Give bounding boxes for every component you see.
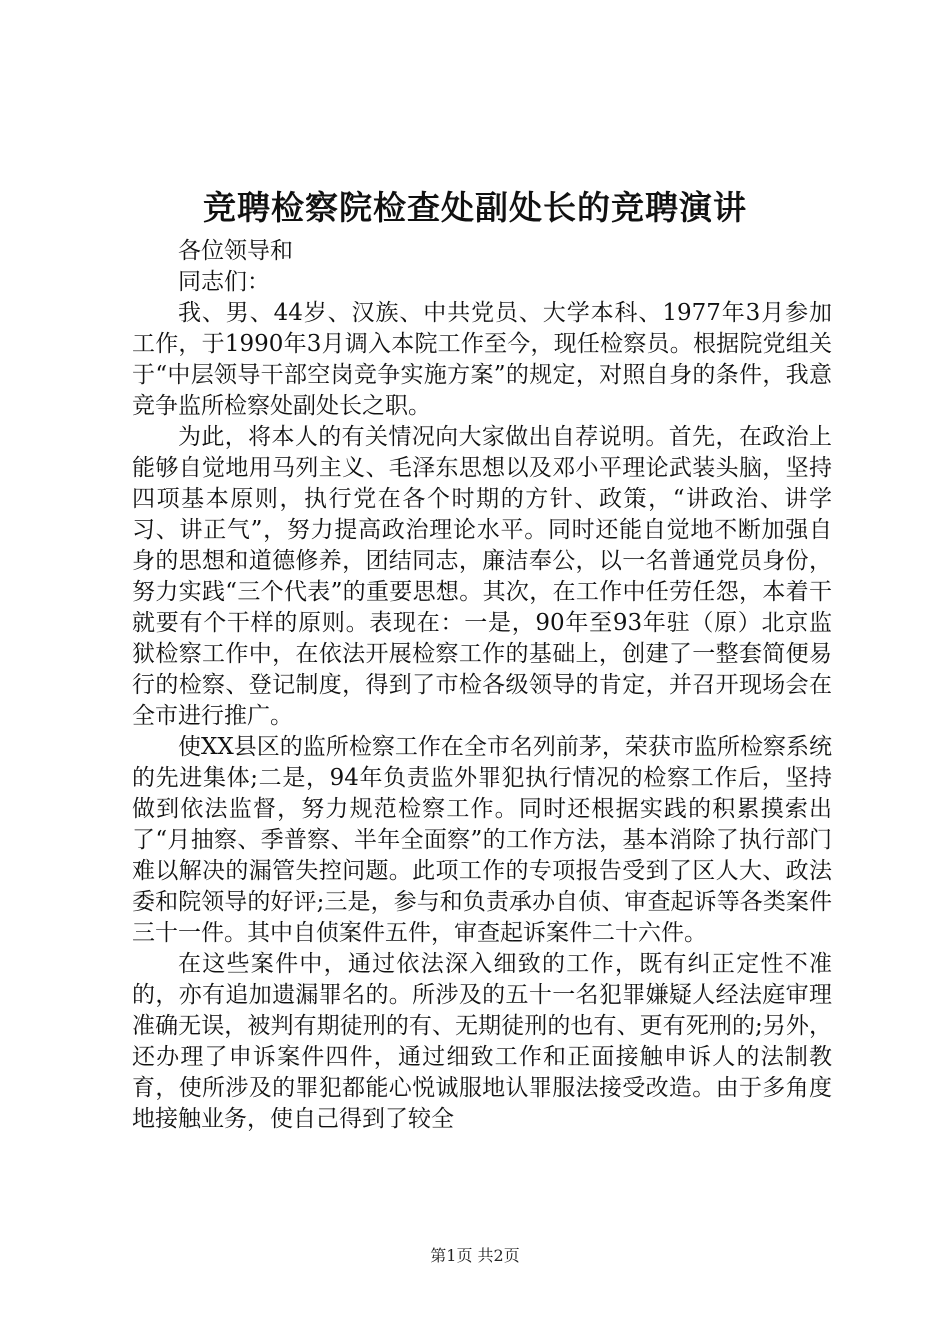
document-body bbox=[132, 236, 832, 1135]
salutation-line-2: 同志们： bbox=[178, 269, 270, 295]
paragraph-4: 在这些案件中，通过依法深入细致的工作，既有纠正定性不准的，亦有追加遗漏罪名的。所涉及的五十一名犯罪嫌疑人经法庭审理准确无误，被判有期徒刑的有、无期徒刑的也有、更有死刑的;另外，还办理了申诉案件四件，通过细致工作和正面接触申诉人的法制教育，使所涉及的罪犯都能心悦诚服地认罪服法接受改造。由于多角度地接触业务，使自己得到了较全 bbox=[132, 951, 832, 1132]
document-title: 竞聘检察院检查处副处长的竞聘演讲 bbox=[203, 188, 747, 227]
paragraph-3: 使XX县区的监所检察工作在全市名列前茅，荣获市监所检察系统的先进集体;二是，94年负责监外罪犯执行情况的检察工作后，坚持做到依法监督，努力规范检察工作。同时还根据实践的积累摸索出了“月抽察、季普察、半年全面察”的工作方法，基本消除了执行部门难以解决的漏管失控问题。此项工作的专项报告受到了区人大、政法委和院领导的好评;三是，参与和负责承办自侦、审查起诉等各类案件三十一件。其中自侦案件五件，审查起诉案件二十六件。 bbox=[132, 734, 832, 946]
paragraph-2: 为此，将本人的有关情况向大家做出自荐说明。首先，在政治上能够自觉地用马列主义、毛泽东思想以及邓小平理论武装头脑，坚持四项基本原则，执行党在各个时期的方针、政策，“讲政治、讲学习、讲正气”，努力提高政治理论水平。同时还能自觉地不断加强自身的思想和道德修养，团结同志，廉洁奉公，以一名普通党员身份，努力实践“三个代表”的重要思想。其次，在工作中任劳任怨，本着干就要有个干样的原则。表现在：一是，90年至93年驻（原）北京监狱检察工作中，在依法开展检察工作的基础上，创建了一整套简便易行的检察、登记制度，得到了市检各级领导的肯定，并召开现场会在全市进行推广。 bbox=[132, 424, 832, 729]
paragraph-1: 我、男、44岁、汉族、中共党员、大学本科、1977年3月参加工作，于1990年3月调入本院工作至今，现任检察员。根据院党组关于“中层领导干部空岗竞争实施方案”的规定，对照自身的条件，我意竞争监所检察处副处长之职。 bbox=[132, 300, 832, 419]
page-footer: 第1页 共2页 bbox=[430, 1246, 520, 1265]
salutation-line-1: 各位领导和 bbox=[178, 238, 293, 264]
